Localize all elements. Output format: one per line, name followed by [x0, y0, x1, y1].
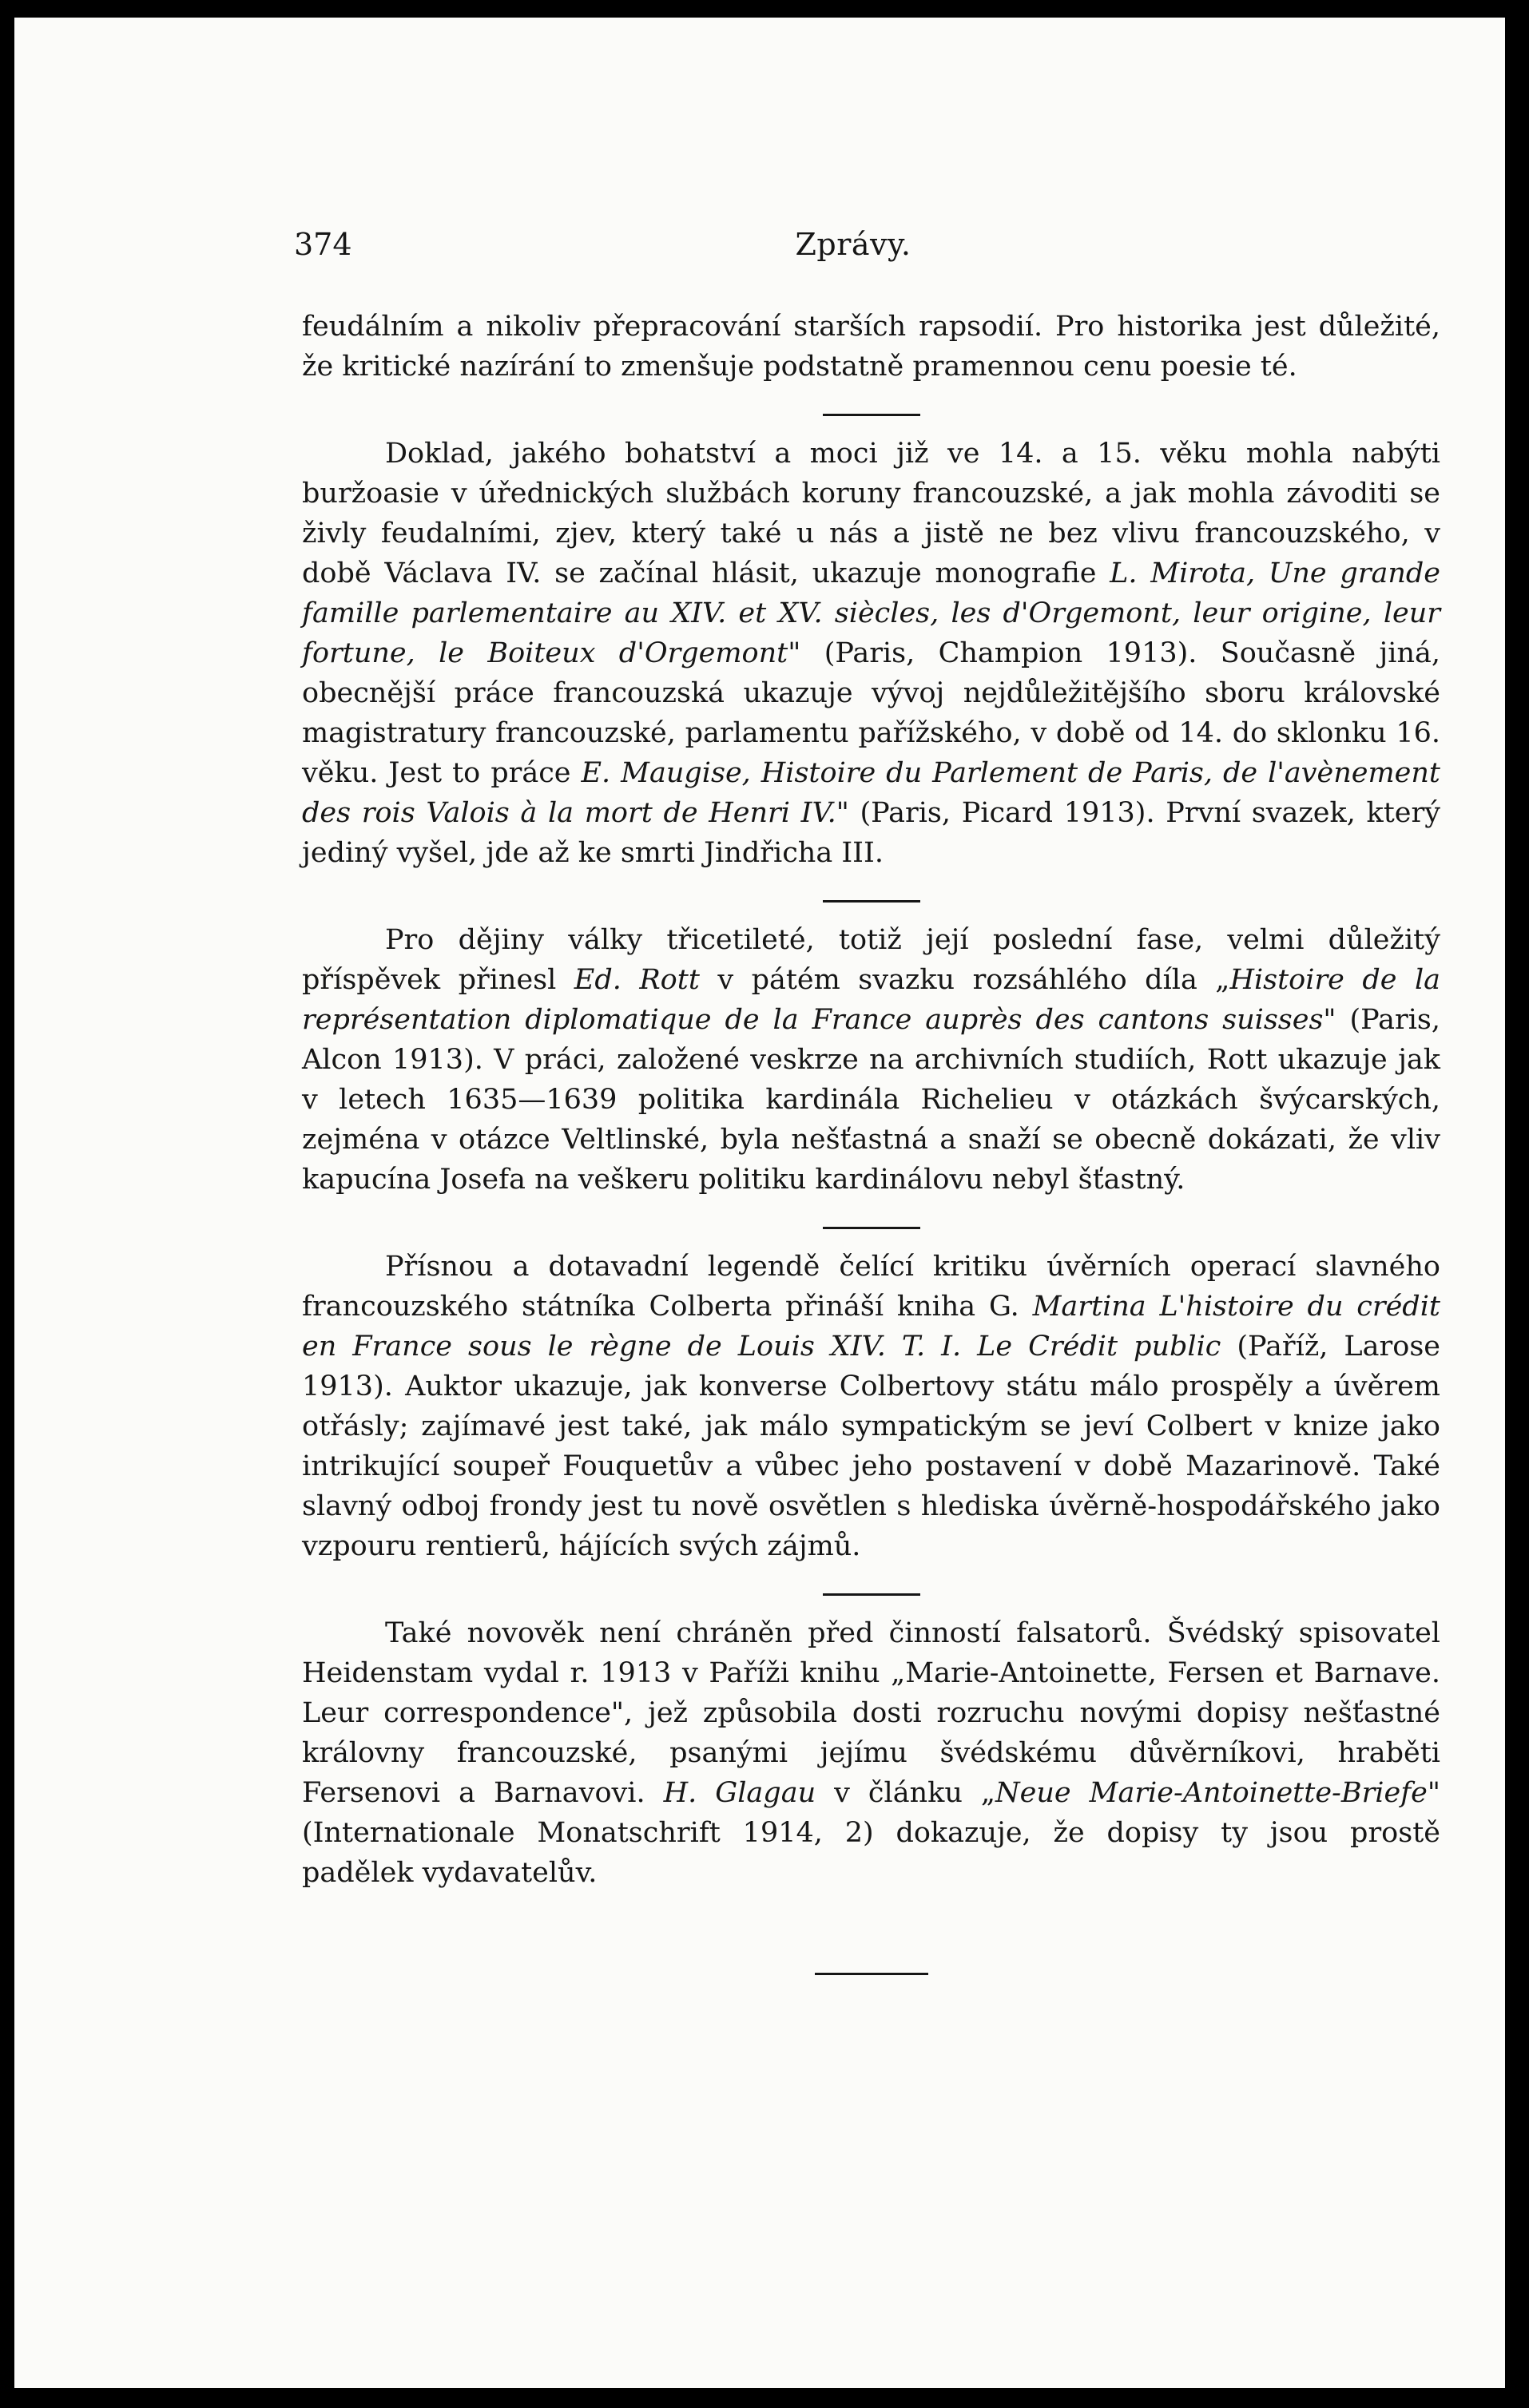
italic-citation: Martina L'histoire du crédit en France sous le règne de Louis XIV. T. I. Le Crédit public [302, 1291, 1440, 1363]
italic-citation: Ed. Rott [574, 964, 700, 996]
text-segment: v článku „ [816, 1777, 996, 1809]
italic-citation: Histoire de la représentation diplomatique de la France auprès des cantons suisses [302, 964, 1441, 1036]
italic-citation: Neue Marie-Antoinette-Briefe [995, 1777, 1428, 1809]
paragraph-thirty-years-war [302, 920, 1440, 1200]
section-divider [823, 900, 920, 903]
page-number: 374 [294, 227, 352, 262]
italic-citation: H. Glagau [663, 1777, 816, 1809]
text-segment: Také novověk není chráněn před činností falsatorů. Švédský spisovatel Heidenstam vydal r. 1913 v Paříži knihu „Marie-Antoinette, Fersen et Barnave. Leur correspondence", jež způsobila dosti rozruchu novými dopisy nešťastné královny francouzské, psanými jejímu švédskému důvěrníkovi, hraběti Fersenovi a Barnavovi. [302, 1617, 1440, 1809]
text-segment: (Paříž, Larose 1913). Auktor ukazuje, jak konverse Colbertovy státu málo prospěly a úvěrem otřásly; zajímavé jest také, jak málo sympatickým se jeví Colbert v knize jako intrikující soupeř Fouquetův a vůbec jeho postavení v době Mazarinově. Také slavný odboj frondy jest tu nově osvětlen s hlediska úvěrně-hospodářského jako vzpouru rentierů, hájících svých zájmů. [302, 1331, 1440, 1562]
text-segment: feudálním a nikoliv přepracování starších rapsodií. Pro historika jest důležité, že kritické nazírání to zmenšuje podstatně pramennou cenu poesie té. [302, 311, 1440, 383]
text-segment: " (Paris, Picard 1913). První svazek, který jediný vyšel, jde až ke smrti Jindřicha III. [302, 797, 1440, 869]
italic-citation: E. Maugise, Histoire du Parlement de Paris, de l'avènement des rois Valois à la mort de Henri IV. [302, 757, 1440, 829]
article-body [302, 307, 1440, 1993]
section-divider [823, 1593, 920, 1596]
end-divider [815, 1973, 928, 1975]
paragraph-feudal-rhapsodies [302, 307, 1440, 387]
paragraph-marie-antoinette-forgery [302, 1613, 1440, 1893]
section-divider [823, 414, 920, 416]
text-segment: " (Paris, Champion 1913). Současně jiná, obecnější práce francouzská ukazuje vývoj nejdůležitějšího sboru královské magistratury francouzské, parlamentu pařížského, v době od 14. do sklonku 16. věku. Jest to práce [302, 637, 1440, 789]
page-header [294, 227, 1412, 275]
italic-citation: L. Mirota, Une grande famille parlementaire au XIV. et XV. siècles, les d'Orgemont, leur origine, leur fortune, le Boiteux d'Orgemont [302, 557, 1440, 669]
paragraph-orgemont-monograph [302, 434, 1440, 873]
text-segment: " (Internationale Monatschrift 1914, 2) dokazuje, že dopisy ty jsou prostě padělek vydavatelův. [302, 1777, 1440, 1889]
text-segment: " (Paris, Alcon 1913). V práci, založené veskrze na archivních studiích, Rott ukazuje jak v letech 1635—1639 politika kardinála Richelieu v otázkách švýcarských, zejména v otázce Veltlinské, byla nešťastná a snaží se obecně dokázati, že vliv kapucína Josefa na veškeru politiku kardinálovu nebyl šťastný. [302, 1004, 1440, 1196]
paragraph-colbert-credit [302, 1247, 1440, 1566]
section-divider [823, 1227, 920, 1229]
text-segment: Doklad, jakého bohatství a moci již ve 14. a 15. věku mohla nabýti buržoasie v úřednických službách koruny francouzské, a jak mohla závoditi se živly feudalními, zjev, který také u nás a jistě ne bez vlivu francouzského, v době Václava IV. se začínal hlásit, ukazuje monografie [302, 438, 1440, 589]
running-title: Zprávy. [795, 227, 911, 262]
text-segment: Přísnou a dotavadní legendě čelící kritiku úvěrních operací slavného francouzského státníka Colberta přináší kniha G. [302, 1251, 1440, 1323]
text-segment: v pátém svazku rozsáhlého díla „ [699, 964, 1230, 996]
text-segment: Pro dějiny války třicetileté, totiž její poslední fase, velmi důležitý příspěvek přinesl [302, 924, 1440, 996]
book-page [14, 18, 1505, 2388]
